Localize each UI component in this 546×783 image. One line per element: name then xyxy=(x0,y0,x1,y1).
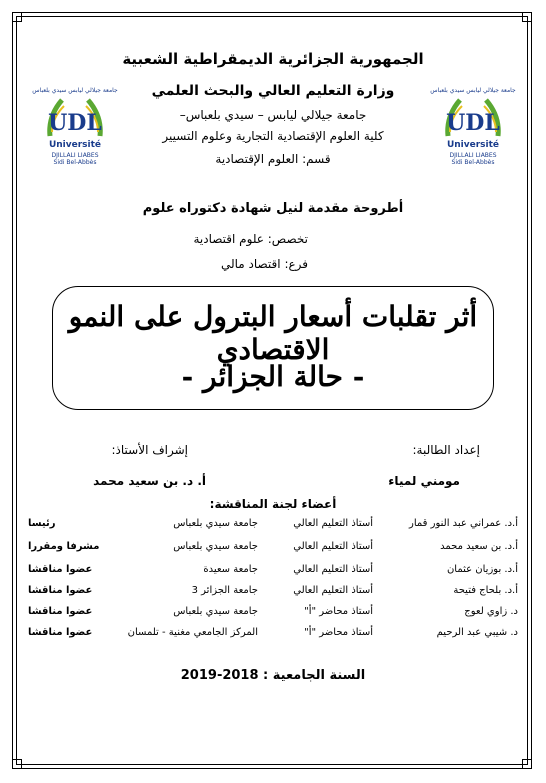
svg-text:جامعة جيلالي ليابس سيدي بلعباس: جامعة جيلالي ليابس سيدي بلعباس xyxy=(430,87,516,94)
thesis-title-line1: أثر تقلبات أسعار البترول على النمو الاقتصادي xyxy=(68,300,478,366)
department-name: قسم: العلوم الإقتصادية xyxy=(215,152,331,166)
member-institution: جامعة سعيدة xyxy=(203,564,258,575)
committee-row xyxy=(28,541,518,561)
border-corner xyxy=(12,12,22,22)
member-name: أ.د. عمراني عبد النور قمار xyxy=(409,518,518,529)
svg-text:UDL: UDL xyxy=(48,110,102,136)
faculty-name: كلية العلوم الإقتصادية التجارية وعلوم التسيير xyxy=(162,129,384,143)
member-rank: أستاذ محاضر "أ" xyxy=(304,606,373,617)
member-name: أ.د. بن سعيد محمد xyxy=(440,541,518,552)
member-rank: أستاذ التعليم العالي xyxy=(293,564,373,575)
member-institution: جامعة سيدي بلعباس xyxy=(173,606,258,617)
university-logo-left: جامعة جيلالي ليابس سيدي بلعباس UDL Université DJILLALI LIABES Sidi Bel-Abbès xyxy=(42,82,108,172)
committee-row xyxy=(28,606,518,626)
member-role: عضوا مناقشا xyxy=(28,564,93,575)
branch: فرع: اقتصاد مالي xyxy=(220,257,308,271)
member-role: عضوا مناقشا xyxy=(28,627,93,638)
prepared-by-label: إعداد الطالبة: xyxy=(412,443,480,457)
ministry-name: وزارة التعليم العالي والبحث العلمي xyxy=(151,83,395,99)
member-name: أ.د. بلحاج فتيحة xyxy=(453,585,518,596)
border-corner xyxy=(12,759,22,769)
svg-text:جامعة جيلالي ليابس سيدي بلعباس: جامعة جيلالي ليابس سيدي بلعباس xyxy=(32,87,118,94)
university-logo-right: جامعة جيلالي ليابس سيدي بلعباس UDL Université DJILLALI LIABES Sidi Bel-Abbès xyxy=(440,82,506,172)
supervisor-name: أ. د. بن سعيد محمد xyxy=(93,474,206,488)
committee-row xyxy=(28,564,518,584)
supervision-label: إشراف الأستاذ: xyxy=(111,443,188,457)
border-corner xyxy=(522,12,532,22)
member-institution: المركز الجامعي مغنية - تلمسان xyxy=(127,627,258,638)
committee-label: أعضاء لجنة المناقشة: xyxy=(209,497,337,511)
specialty: تخصص: علوم اقتصادية xyxy=(193,232,308,246)
academic-year: السنة الجامعية : 2018-2019 xyxy=(180,668,366,683)
laurel-wreath-icon xyxy=(32,82,118,148)
member-rank: أستاذ التعليم العالي xyxy=(293,518,373,529)
university-name: جامعة جيلالي ليابس – سيدي بلعباس– xyxy=(179,108,367,122)
member-role: عضوا مناقشا xyxy=(28,606,93,617)
member-role: مشرفا ومقررا xyxy=(28,541,100,552)
member-institution: جامعة الجزائر 3 xyxy=(191,585,258,596)
thesis-title-line2: - حالة الجزائر - xyxy=(181,360,365,393)
committee-row xyxy=(28,585,518,605)
member-rank: أستاذ محاضر "أ" xyxy=(304,627,373,638)
republic-name: الجمهورية الجزائرية الديمقراطية الشعبية xyxy=(122,50,424,68)
member-role: عضوا مناقشا xyxy=(28,585,93,596)
member-name: د. زاوي لعوج xyxy=(464,606,518,617)
member-institution: جامعة سيدي بلعباس xyxy=(173,518,258,529)
svg-text:UDL: UDL xyxy=(446,110,500,136)
member-name: أ.د. بوزيان عثمان xyxy=(446,564,518,575)
laurel-wreath-icon xyxy=(430,82,516,148)
member-rank: أستاذ التعليم العالي xyxy=(293,585,373,596)
member-rank: أستاذ التعليم العالي xyxy=(293,541,373,552)
committee-row xyxy=(28,627,518,647)
border-corner xyxy=(522,759,532,769)
member-name: د. شيبي عبد الرحيم xyxy=(436,627,518,638)
thesis-type: أطروحة مقدمة لنيل شهادة دكتوراه علوم xyxy=(142,201,404,216)
student-name: مومني لمياء xyxy=(388,474,460,488)
member-role: رئيسا xyxy=(28,518,56,529)
committee-row xyxy=(28,518,518,538)
member-institution: جامعة سيدي بلعباس xyxy=(173,541,258,552)
